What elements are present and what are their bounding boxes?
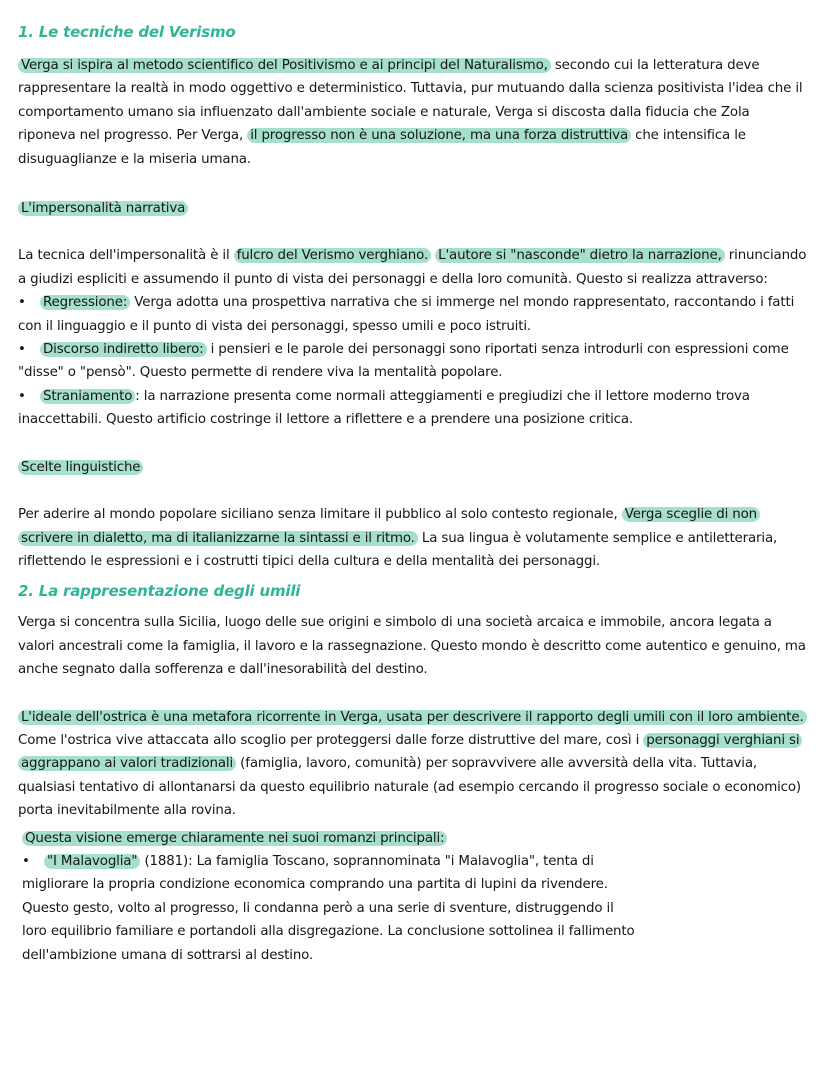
list-item (18, 385, 808, 432)
highlight: Verga si ispira al metodo scientifico del Positivismo e ai principi del Naturalismo, (18, 58, 551, 73)
bullet-text: Verga adotta una prospettiva narrativa che si immerge nel mondo rappresentato, raccontando i fatti con il linguaggio e il punto di vista dei personaggi, spesso umili e poco istruiti. (18, 295, 795, 334)
bullet-term: Straniamento (40, 389, 135, 404)
highlight: Scelte linguistiche (18, 460, 143, 475)
notes-page (18, 20, 808, 967)
highlight: Verga sceglie di non scrivere in dialetto, ma di italianizzarne la sintassi e il ritmo. (18, 507, 760, 545)
highlight: il progresso non è una soluzione, ma una forza distruttiva (247, 128, 631, 143)
bullet-icon: • (22, 853, 30, 869)
highlight: fulcro del Verismo verghiano. (234, 248, 431, 263)
bullet-term: Regressione: (40, 295, 130, 310)
text: La sua lingua è volutamente semplice e antiletteraria, riflettendo le espressioni e i costrutti tipici della cultura e della mentalità dei personaggi. (18, 530, 778, 569)
list-item (22, 850, 642, 967)
bullet-text: i pensieri e le parole dei personaggi sono riportati senza introdurli con espressioni come "disse" o "pensò". Questo permette di rendere viva la mentalità popolare. (18, 342, 789, 381)
ostrica-paragraph (18, 706, 808, 823)
bullet-text: : la narrazione presenta come normali atteggiamenti e pregiudizi che il lettore moderno trova inaccettabili. Questo artificio costringe il lettore a riflettere e a prendere una posizione critica. (18, 388, 750, 428)
bullet-icon: • (18, 388, 26, 404)
section-2-title: 2. La rappresentazione degli umili (18, 582, 301, 601)
bullet-icon: • (18, 295, 26, 311)
section-2-paragraph: Verga si concentra sulla Sicilia, luogo delle sue origini e simbolo di una società arcaica e immobile, ancora legata a valori ancestrali come la famiglia, il lavoro e la rassegnazione. Questo mondo è descritto come autentico e genuino, ma anche segnato dalla sofferenza e dall'inesorabilità del destino. (18, 615, 806, 678)
text: secondo cui la letteratura deve rappresentare la realtà in modo oggettivo e deterministico. Tuttavia, pur mutuando dalla scienza positivista l'idea che il comportamento umano sia influenzato dall'ambiente sociale e naturale, Verga si discosta dalla fiducia che Zola riponeva nel progresso. Per Verga, (18, 58, 803, 144)
highlight: personaggi verghiani si aggrappano ai valori tradizionali (18, 733, 802, 771)
text: La tecnica dell'impersonalità è il (18, 248, 234, 264)
impersonalita-paragraph (18, 244, 808, 291)
bullet-term: Discorso indiretto libero: (40, 342, 207, 357)
highlight: Questa visione emerge chiaramente nei suoi romanzi principali: (22, 831, 447, 846)
text: (famiglia, lavoro, comunità) per sopravvivere alle avversità della vita. Tuttavia, qualsiasi tentativo di allontanarsi da questo equilibrio naturale (ad esempio cercando il progresso sociale o economico) porta inevitabilmente alla rovina. (18, 756, 801, 819)
scelte-paragraph (18, 503, 808, 573)
text: Per aderire al mondo popolare siciliano senza limitare il pubblico al solo contesto regionale, (18, 507, 622, 523)
bullet-text: (1881): La famiglia Toscano, soprannominata "i Malavoglia", tenta di migliorare la propria condizione economica comprando una partita di lupini da rivendere. Questo gesto, volto al progresso, li condanna però a una serie di sventure, distruggendo il loro equilibrio familiare e portandoli alla disgregazione. La conclusione sottolinea il fallimento dell'ambizione umana di sottrarsi al destino. (22, 853, 635, 963)
text: rinunciando a giudizi espliciti e assumendo il punto di vista dei personaggi e della loro comunità. Questo si realizza attraverso: (18, 248, 807, 287)
highlight: L'autore si "nasconde" dietro la narrazione, (435, 248, 725, 263)
list-item (18, 291, 808, 338)
bullet-icon: • (18, 342, 26, 358)
highlight: L'ideale dell'ostrica è una metafora ricorrente in Verga, usata per descrivere il rapporto degli umili con il loro ambiente. (18, 710, 807, 725)
romanzi-intro (18, 827, 808, 850)
text: che intensifica le disuguaglianze e la miseria umana. (18, 128, 746, 167)
scelte-heading (18, 456, 808, 479)
list-item (18, 338, 808, 385)
romanzi-bullets (18, 850, 642, 967)
impersonalita-heading (18, 197, 808, 220)
text: Come l'ostrica vive attaccata allo scoglio per proteggersi dalle forze distruttive del mare, così i (18, 732, 644, 748)
highlight: L'impersonalità narrativa (18, 201, 188, 216)
section-1-intro (18, 54, 808, 171)
impersonalita-bullets (18, 291, 808, 431)
bullet-term: "I Malavoglia" (44, 854, 140, 869)
section-1-title: 1. Le tecniche del Verismo (18, 23, 236, 41)
